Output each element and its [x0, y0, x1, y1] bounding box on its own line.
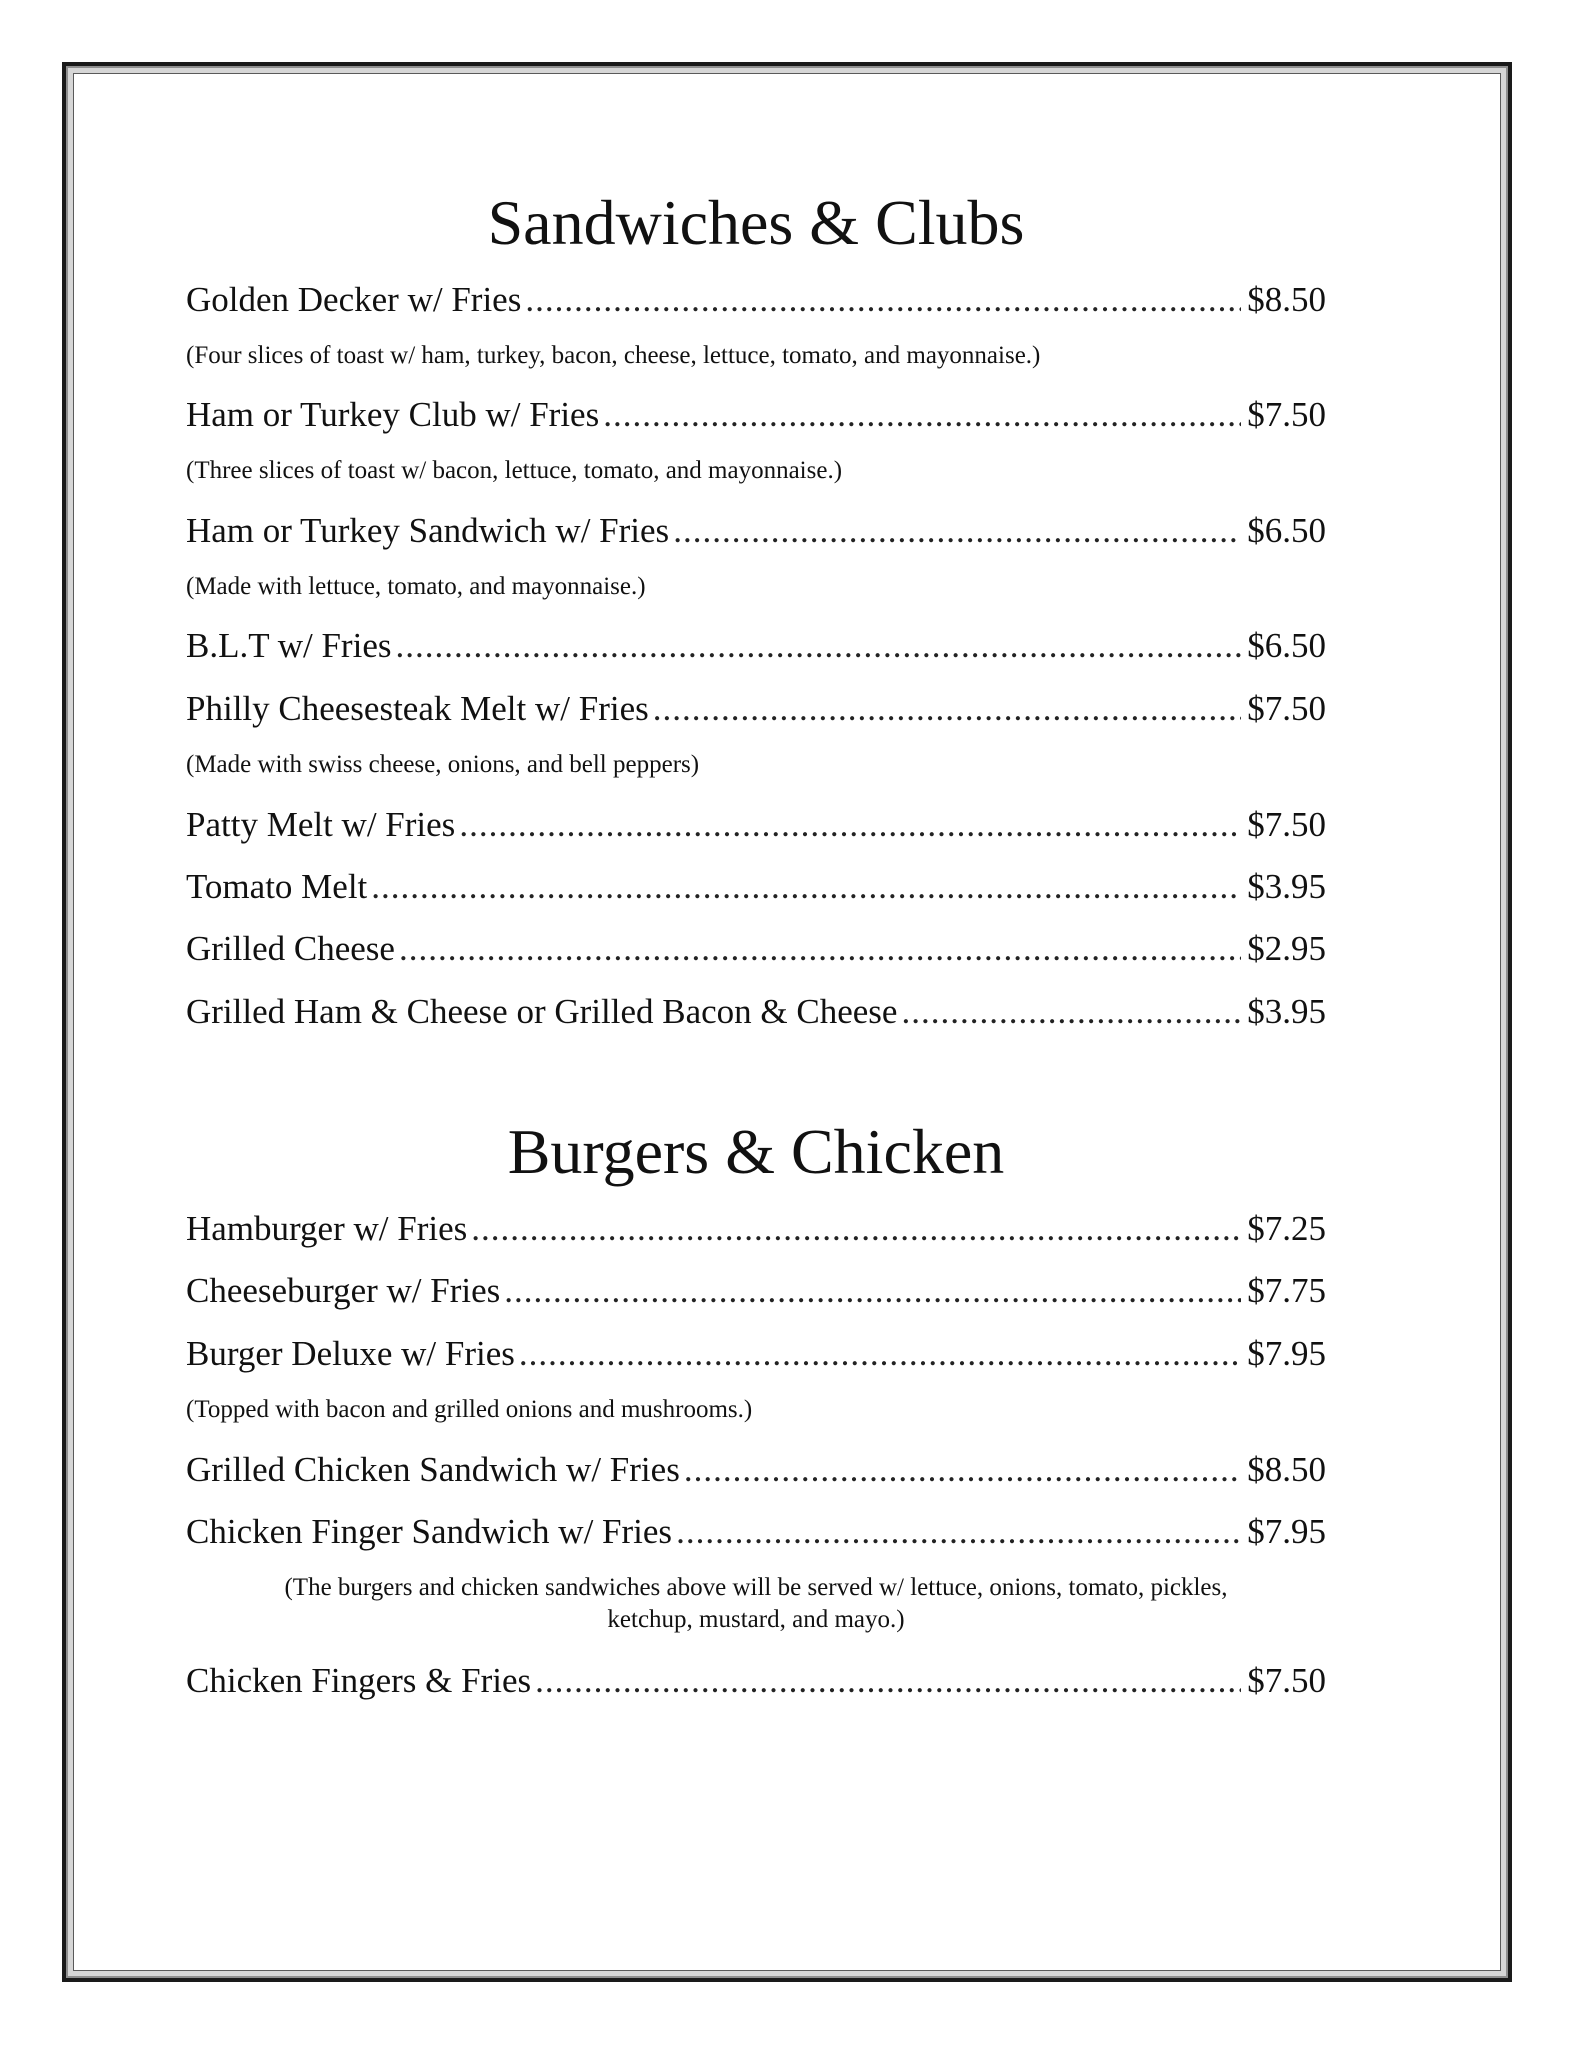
- menu-item: [186, 1657, 1326, 1705]
- menu-item-description: (Made with lettuce, tomato, and mayonnaise.): [186, 573, 646, 600]
- menu-item-name: Ham or Turkey Sandwich w/ Fries: [186, 511, 670, 550]
- menu-item-price: $6.50: [1247, 626, 1326, 665]
- dot-leader: [399, 925, 1241, 973]
- menu-item: [186, 1508, 1326, 1556]
- dot-leader: [653, 685, 1242, 733]
- menu-item-description: (Four slices of toast w/ ham, turkey, bacon, cheese, lettuce, tomato, and mayonnaise.): [186, 342, 1041, 369]
- menu-item-name: Cheeseburger w/ Fries: [186, 1271, 501, 1310]
- menu-item-name: Golden Decker w/ Fries: [186, 280, 522, 319]
- dot-leader: [504, 1267, 1241, 1315]
- menu-item-name: Hamburger w/ Fries: [186, 1209, 468, 1248]
- dot-leader: [525, 276, 1241, 324]
- menu-item: [186, 988, 1326, 1036]
- menu-item: [186, 391, 1326, 439]
- menu-item-name: Philly Cheesesteak Melt w/ Fries: [186, 689, 649, 728]
- section-title-burgers: Burgers & Chicken: [507, 1116, 1005, 1187]
- menu-item-name: Tomato Melt: [186, 867, 368, 906]
- menu-item-name: Patty Melt w/ Fries: [186, 805, 456, 844]
- menu-item-price: $6.50: [1247, 511, 1326, 550]
- dot-leader: [371, 863, 1241, 911]
- dot-leader: [901, 988, 1241, 1036]
- menu-item: [186, 1205, 1326, 1253]
- menu-item-price: $7.50: [1247, 689, 1326, 728]
- menu-item-name: Grilled Cheese: [186, 929, 395, 968]
- menu-item-price: $2.95: [1247, 929, 1326, 968]
- menu-item-price: $7.50: [1247, 1661, 1326, 1700]
- dot-leader: [603, 391, 1241, 439]
- menu-item-price: $3.95: [1247, 992, 1326, 1031]
- menu-item-description: (Topped with bacon and grilled onions and mushrooms.): [186, 1396, 753, 1423]
- menu-item-price: $3.95: [1247, 867, 1326, 906]
- menu-item-price: $7.50: [1247, 395, 1326, 434]
- menu-item-name: B.L.T w/ Fries: [186, 626, 392, 665]
- menu-item-price: $7.95: [1247, 1334, 1326, 1373]
- menu-item-description: (Three slices of toast w/ bacon, lettuce, tomato, and mayonnaise.): [186, 457, 843, 484]
- menu-item-price: $7.25: [1247, 1209, 1326, 1248]
- menu-item-name: Ham or Turkey Club w/ Fries: [186, 395, 600, 434]
- menu-item: [186, 507, 1326, 555]
- menu-item-name: Chicken Fingers & Fries: [186, 1661, 532, 1700]
- note-line: ketchup, mustard, and mayo.): [607, 1606, 905, 1633]
- menu-item: [186, 863, 1326, 911]
- menu-item: [186, 276, 1326, 324]
- menu-item-price: $8.50: [1247, 280, 1326, 319]
- menu-item: [186, 801, 1326, 849]
- dot-leader: [395, 622, 1241, 670]
- burger-chicken-note: [186, 1572, 1326, 1636]
- menu-item-name: Burger Deluxe w/ Fries: [186, 1334, 515, 1373]
- menu-item-price: $8.50: [1247, 1450, 1326, 1489]
- dot-leader: [673, 507, 1241, 555]
- dot-leader: [535, 1657, 1241, 1705]
- menu-item: [186, 685, 1326, 733]
- menu-item-name: Chicken Finger Sandwich w/ Fries: [186, 1512, 673, 1551]
- menu-item: [186, 1267, 1326, 1315]
- menu-item-price: $7.75: [1247, 1271, 1326, 1310]
- dot-leader: [676, 1508, 1241, 1556]
- menu-item-price: $7.95: [1247, 1512, 1326, 1551]
- dot-leader: [471, 1205, 1241, 1253]
- section-title-sandwiches: Sandwiches & Clubs: [487, 187, 1025, 258]
- menu-item-name: Grilled Chicken Sandwich w/ Fries: [186, 1450, 680, 1489]
- dot-leader: [459, 801, 1241, 849]
- menu-item: [186, 622, 1326, 670]
- dot-leader: [684, 1446, 1241, 1494]
- dot-leader: [519, 1330, 1241, 1378]
- menu-item: [186, 925, 1326, 973]
- note-line: (The burgers and chicken sandwiches above will be served w/ lettuce, onions, tomato, pickles,: [284, 1574, 1228, 1601]
- menu-item-name: Grilled Ham & Cheese or Grilled Bacon & Cheese: [186, 992, 898, 1031]
- menu-item-description: (Made with swiss cheese, onions, and bell peppers): [186, 751, 700, 778]
- menu-item-price: $7.50: [1247, 805, 1326, 844]
- menu-item: [186, 1330, 1326, 1378]
- menu-item: [186, 1446, 1326, 1494]
